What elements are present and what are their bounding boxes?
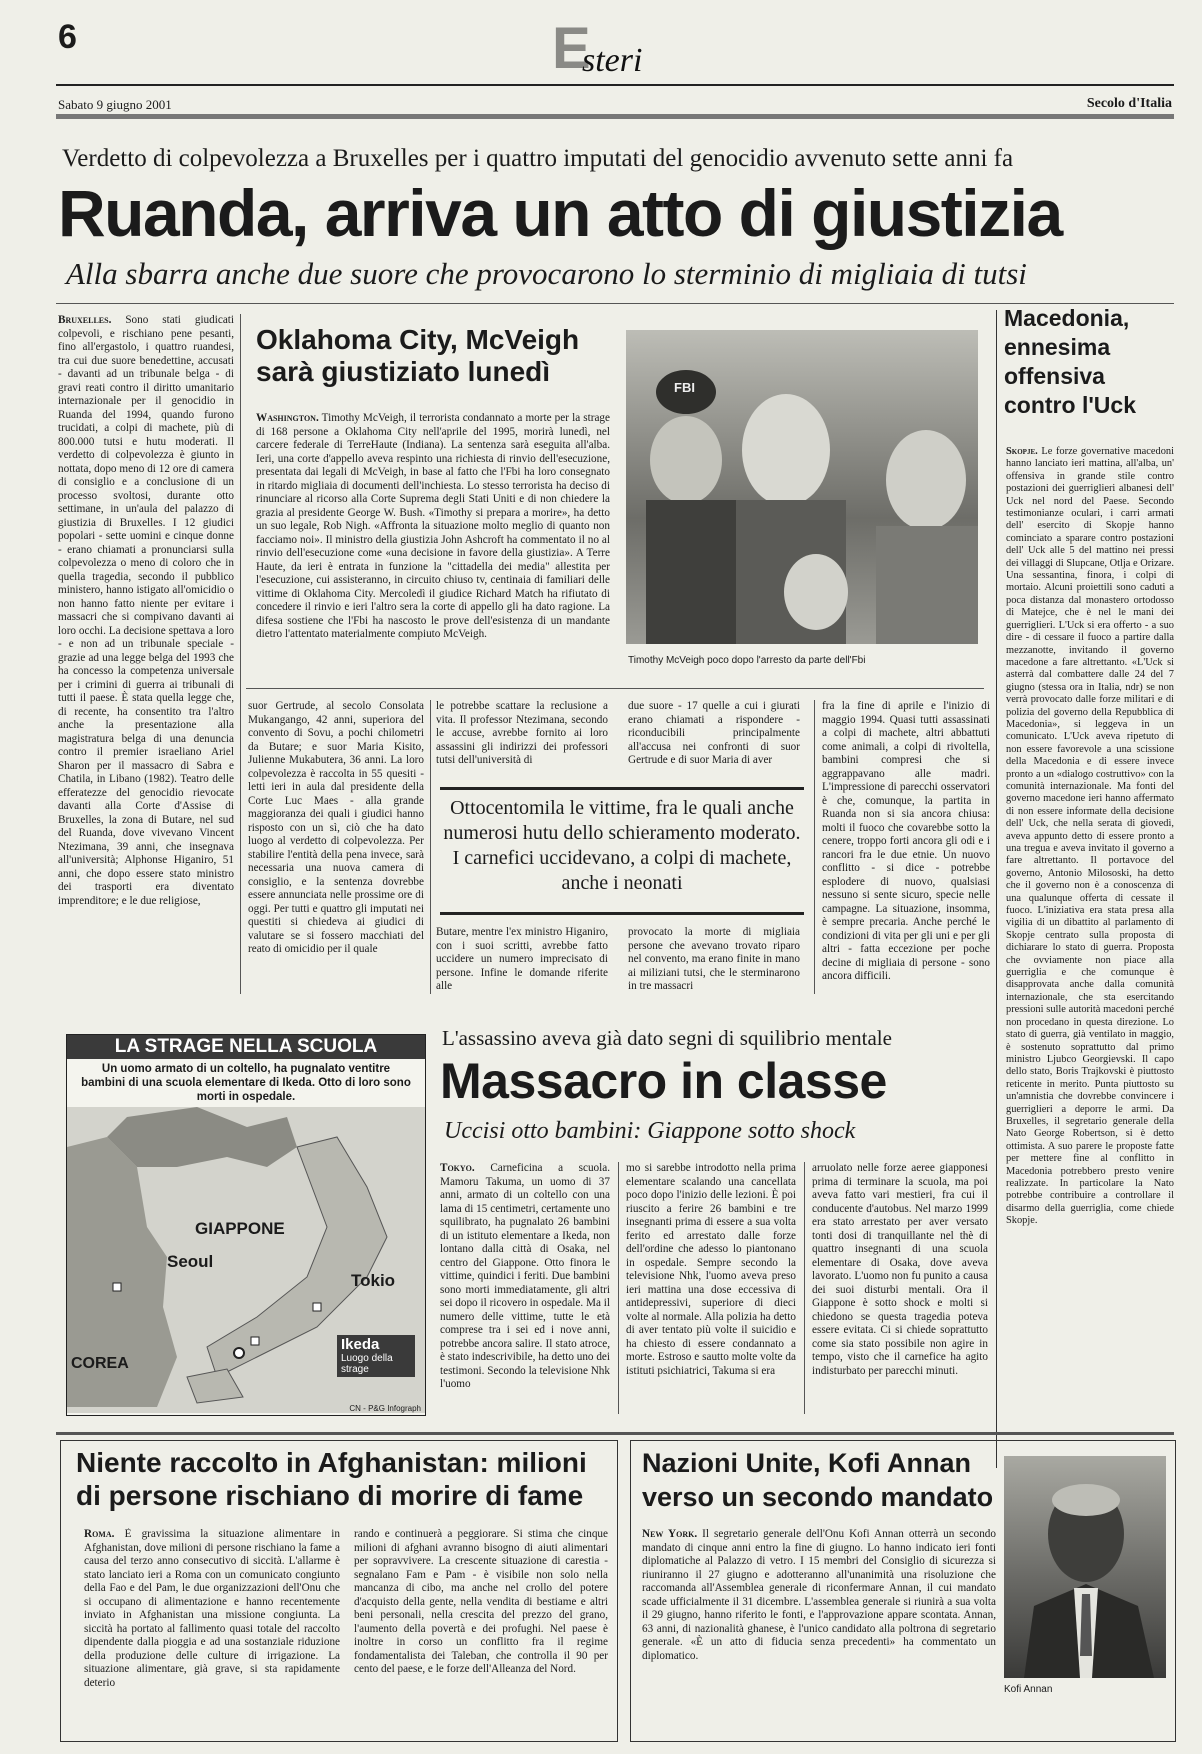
page-number: 6 — [58, 18, 77, 56]
oklahoma-dateline: Washington. — [256, 412, 319, 424]
main-article-col3b: Butare, mentre l'ex ministro Higaniro, con i suoi scritti, avrebbe fatto uccidere un numero imprecisato di persone. Infine le domande riferite alle — [436, 926, 608, 992]
issue-date: Sabato 9 giugno 2001 — [58, 97, 172, 112]
seoul-marker — [113, 1283, 121, 1291]
japan-dateline: Tokyo. — [440, 1162, 475, 1174]
oklahoma-headline: Oklahoma City, McVeigh sarà giustiziato lunedì — [256, 324, 580, 387]
annan-photo — [1004, 1456, 1166, 1678]
main-article-col4a: due suore - 17 quelle a cui i giurati erano chiamati a rispondere - riconducibili principalmente all'accusa nei confronti di suor Gertrude e di suor Maria di aver — [628, 700, 800, 766]
map-box — [66, 1034, 426, 1416]
main-article-col5: fra la fine di aprile e l'inizio di maggio 1994. Quasi tutti assassinati a colpi di machete, altri abbattuti come animali, a colpi di rivoltella, bambini compresi che si aggrappavano alle madri. L'impressione di parecchi osservatori è che, comunque, la partita in Ruanda non si sia ancora chiusa: molti il fuoco che covarebbe sotto la cenere, troppo forti ancora gli odi e i rancori fra le due etnie. Un nuovo conflitto - si dice - potrebbe esplodere di nuovo, qualsiasi nessuno si sente sicuro, specie nelle campagne. La situazione, insomma, è sempre precaria. Anche perché le condizioni di vita per gli uni e per gli altri - fatta eccezione per poche decine di migliaia di persone - sono ancora difficili. — [822, 700, 990, 982]
map-credit: CN - P&G Infograph — [349, 1404, 421, 1413]
annan-caption: Kofi Annan — [1004, 1684, 1053, 1695]
afghanistan-dateline: Roma. — [84, 1528, 115, 1540]
mcveigh-photo — [626, 330, 978, 644]
main-article-col3a: le potrebbe scattare la reclusione a vita. Il professor Ntezimana, secondo le accuse, avrebbe fornito ai loro assassini gli indirizzi dei professori tutsi dell'università di — [436, 700, 608, 766]
macedonia-headline: Macedonia, ennesima offensiva contro l'Uck — [1004, 305, 1136, 418]
annan-headline: Nazioni Unite, Kofi Annan verso un secondo mandato — [642, 1448, 994, 1512]
japan-subhead: Uccisi otto bambini: Giappone sotto shock — [444, 1118, 856, 1144]
pull-quote: Ottocentomila le vittime, fra le quali anche numerosi hutu dello schieramento moderato. I carnefici uccidevano, a colpi di machete, anche i neonati — [443, 797, 801, 894]
japan-article-col2: mo si sarebbe introdotto nella prima elementare scalando una cancellata poco dopo l'inizio delle lezioni. È poi riuscito a ferire 26 bambini e tre insegnanti prima di essere a sua volta ferito ed arrestato dalle forze dell'ordine che adesso lo piantonano in ospedale. Sempre secondo la televisione Nhk, l'uomo aveva preso ieri mattina una dose eccessiva di antidepressivi, superiore di dieci volte al normale. Alla polizia ha detto di aver tentato più volte il suicidio e ha chiesto di essere condannato a morte. Estroso e sautto molte volte da istituti psichiatrici, Takuma si era — [626, 1162, 796, 1377]
fbi-cap-badge: FBI — [674, 380, 695, 395]
oklahoma-article: Washington. Timothy McVeigh, il terrorista condannato a morte per la strage di 168 persone a Oklahoma City nell'aprile del 1995, morirà lunedì, nel carcere federale di TerreHaute (Indiana). La sentenza sarà eseguita all'alba. Ieri, una corte d'appello aveva respinto una richiesta di rinvio dell'esecuzione, presentata dai legali di McVeigh, in base al fatto che l'Fbi ha loro consegnato in ritardo migliaia di documenti dell'inchiesta. Lo stesso terrorista ha deciso di rinunciare al ricorso alla Corte Suprema degli Stati Uniti e di non chiedere la grazia al presidente George W. Bush. «Timothy si prepara a morire», ha detto un suo legale, Rob Nigh. «Affronta la situazione molto meglio di quanto non facciamo noi». Il ministro della giustizia John Ashcroft ha commentato il no al rinvio dell'esecuzione come «una decisione in favore della giustizia». A Terre Haute, da ieri è entrata in funzione la "cittadella dei media" allestita per l'esecuzione, cui assisteranno, in circuito chiuso tv, centinaia di familiari delle vittime di Oklahoma City. Mercoledì il giudice Richard Match ha rifiutato di concedere il rinvio e ieri l'altro sera la corte di appello gli ha dato ragione. La difesa sostiene che l'Fbi ha nascosto le prove dell'esistenza di un mandante dietro l'attentato materialmente compiuto McVeigh. — [256, 412, 610, 640]
mcveigh-caption: Timothy McVeigh poco dopo l'arresto da parte dell'Fbi — [628, 655, 866, 666]
main-subhead: Alla sbarra anche due suore che provocarono lo sterminio di migliaia di tutsi — [66, 256, 1027, 291]
main-article-col2: suor Gertrude, al secolo Consolata Mukangango, 42 anni, superiora del convento di Sovu, a pochi chilometri da Butare; e suor Maria Kisito, Julienne Mukabutera, 36 anni. La loro colpevolezza è raccolta in 55 quesiti - letti ieri in aula dal presidente della Corte Luc Maes - alla grande maggioranza dei quali i giudici hanno risposto con un sì, ciò che ha dato luogo al verdetto di colpevolezza. Per stabilire l'entità della pena invece, sarà necessaria una nuova camera di consiglio, e la sentenza dovrebbe essere annunciata nelle prossime ore di oggi. Per tutti e quattro gli imputati nei questiti si chiedeva ai giudici di valutare se si fossero macchiati del reato di omicidio per il quale — [248, 700, 424, 955]
map-subtitle: Un uomo armato di un coltello, ha pugnalato ventitre bambini di una scuola elementare di Ikeda. Otto di loro sono morti in ospedale. — [81, 1063, 411, 1103]
tokio-marker — [313, 1303, 321, 1311]
map-title: LA STRAGE NELLA SCUOLA — [67, 1035, 425, 1059]
section-logo-letter: E — [552, 16, 591, 81]
afghanistan-article-col1: Roma. È gravissima la situazione alimentare in Afghanistan, dove milioni di persone rischiano la fame a causa del terzo anno consecutivo di siccità. L'allarme è stato lanciato ieri a Roma con un comunicato congiunto della Fao e del Pam, le due organizzazioni dell'Onu che si occupano di alimentazione e hanno recentemente inviato in Afghanistan una missione congiunta. La siccità ha portato al fallimento quasi totale del raccolto dipendente dalla pioggia e ad una sostanziale riduzione della produzione delle culture di irrigazione. La situazione alimentare, già grave, si sta rapidamente deterio — [84, 1528, 340, 1689]
annan-article: New York. Il segretario generale dell'Onu Kofi Annan otterrà un secondo mandato di cinque anni entro la fine di giugno. Lo hanno indicato ieri fonti diplomatiche al Palazzo di vetro. I 15 membri del Consiglio di sicurezza si riuniranno il 27 giugno e adotteranno all'unanimità una risoluzione che raccomanda all'Assemblea generale di riconfermare Annan, il cui mandato scade ufficialmente il 31 dicembre. L'assemblea generale si riunirà a sua volta il 29 giugno, hanno riferito le fonti, e l'approvazione appare scontata. Annan, 63 anni, di nazionalità ghanese, è l'unico candidato alla poltrona di segretario generale. «È un atto di fiducia senza precedenti» ha commentato un diplomatico. — [642, 1528, 996, 1662]
main-headline: Ruanda, arriva un atto di giustizia — [58, 176, 1062, 250]
main-kicker: Verdetto di colpevolezza a Bruxelles per i quattro imputati del genocidio avvenuto sette anni fa — [62, 145, 1014, 172]
map-label-corea: COREA — [71, 1355, 129, 1372]
osaka-marker — [251, 1337, 259, 1345]
japan-article-col3: arruolato nelle forze aeree giapponesi prima di terminare la scuola, ma poi aveva fatto vari mestieri, fra cui il conducente d'autobus. Nel marzo 1999 era stato arrestato per aver versato tonti dosi di tranquillante nel thè di quattro insegnanti di una scuola elementare di Osaka, dove aveva lavorato. L'uomo non fu punito a causa dei suoi disturbi mentali. Ora il Giappone è sotto shock e molti si chiedono se questa tragedia poteva essere evitata. Ci si chiede soprattutto come sia stato possibile non agire in tempo, visto che il carnefice ha agito indisturbato per parecchi minuti. — [812, 1162, 988, 1377]
map-label-giappone: GIAPPONE — [195, 1219, 285, 1238]
main-dateline: Bruxelles. — [58, 314, 112, 326]
main-article-col4b: provocato la morte di migliaia persone che avevano trovato riparo nel convento, ma erano finite in mano ai miliziani tutsi, che le sterminarono in tre massacri — [628, 926, 800, 992]
ikeda-marker — [234, 1348, 244, 1358]
macedonia-article: Skopje. Le forze governative macedoni hanno lanciato ieri mattina, all'alba, un' offensiva in grande stile contro postazioni dei guerriglieri albanesi dell' Uck nel nord del Paese. Secondo testimonianze oculari, i carri armati dell' esercito di Skopje hanno cominciato a sparare contro postazioni dell' Uck alle 5 del mattino nei pressi dei villaggi di Slupcane, Otlja e Orizare. Una sessantina, finora, i colpi di mortaio. Alcuni proiettili sono caduti a poca distanza dal monastero ortodosso di Matejce, che è nel le mani dei guerriglieri. L'Uck si era offerto - a suo dire - di cessare il fuoco a partire dalla mezzanotte, invitando il governo macedone a fare altrettanto. «L'Uck si asterrà dal combattere dalle 24 del 7 giugno (stessa ora in Italia, ndr) se non verrà provocato dalle forze militari e di polizia del governo della Repubblica di Macedonia», si leggeva in un comunicato. L'Uck aveva ripetuto di non essere favorevole a una scissione della Macedonia e di essere invece pronto a un «dialogo costruttivo» con la comunità internazionale. Ma fonti del governo macedone ieri hanno affermato di non essere informate della decisione dell' Uck, che nella serata di giovedì, aveva appunto detto di essere pronto a una tregua e aveva invitato il governo a fare altrettanto. Il portavoce del governo, Antonio Milososki, ha detto che il governo non è a conoscenza di una qualunque offerta di cessate il fuoco. L'iniziativa era stata presa alla vigilia di un dibattito al parlamento di Skopje centrato sulla proposta di dichiarare lo stato di guerra. Proposta che ovviamente non piace alla guerriglia e che comunque è disapprovata anche dalla comunità internazionale, che sta esercitando pressioni sulle autorità macedoni perché non procedano in questa direzione. Lo stato di guerra, già ventilato in maggio, è sostenuto soprattutto dal primo ministro Ljubco Georgievski. Il capo dello stato, Boris Trajkovski è piuttosto reticente in merito. Punta piuttosto su un'amnistia che dovrebbe convincere i guerriglieri a deporre le armi. Da Bruxelles, il segretario generale della Nato George Robertson, si è detto ottimista. A suo parere le proposte fatte per mettere fine al conflitto in Macedonia potrebbero presto venire realizzate. In particolare la Nato potrebbe contribuire a controllare il disarmo della guerriglia, come chiede Skopje. — [1006, 446, 1174, 1227]
afghanistan-headline: Niente raccolto in Afghanistan: milioni di persone rischiano di morire di fame — [76, 1447, 587, 1511]
afghanistan-article-col2: rando e continuerà a peggiorare. Si stima che cinque milioni di afghani avranno bisogno di aiuti alimentari per sopravvivere. La crescente situazione di carestia - segnalano Fam e Pam - è visibile non solo nella mancanza di cibo, ma anche nel crollo del potere d'acquisto della gente, nella vendita di bestiame e altri beni personali, nella crescita del prezzo del grano, l'aumento della povertà e dei profughi. Nel paese è inoltre in corso un conflitto fra il regime fondamentalista dei Taleban, che controlla il 90 per cento del paese, e le forze dell'Alleanza del Nord. — [354, 1528, 608, 1675]
main-article-col1: Bruxelles. Sono stati giudicati colpevoli, e rischiano pene pesanti, fino all'ergastolo, i quattro ruandesi, tra cui due suore benedettine, accusati - davanti ad un tribunale belga - di gravi reati contro il diritto umanitario internazionale per il genocidio in Ruanda del 1994, quando furono trucidati, a colpi di machete, più di 800.000 tutsi e hutu moderati. Il verdetto di colpevolezza è giunto in nottata, dopo meno di 12 ore di camera di consiglio e a conclusione di un processo svoltosi, durante otto settimane, in un'aula del palazzo di giustizia di Bruxelles. I 12 giudici popolari - sette uomini e cinque donne - erano chiamati a pronunciarsi sulla colpevolezza o meno di coloro che in quella tragedia, secondo il pubblico ministero, hanno istigato all'omicidio o non hanno fatto niente per evitare i massacri che si compivano davanti ai loro occhi. La decisione spettava a loro - e non ad un tribunale speciale - grazie ad una legge belga del 1993 che ha concesso la competenza universale per i crimini di guerra ai tribunali di tutti il paese. È stata quella legge che, di recente, ha consentito tra l'altro anche la presentazione alla magistratura belga di una denuncia contro il premier israeliano Ariel Sharon per il massacro di Sabra e Chatila, in Libano (1982). Teatro delle efferatezze del genocidio rievocate davanti alla Corte d'Assise di Bruxelles, la zona di Butare, nel sud del Ruanda, dove vivevano Vincent Ntezimana, 39 anni, che insegnava all'università; Alphonse Higaniro, 51 anni, che dopo essere stato ministro dei trasporti era diventato imprenditore; e le due religiose, — [58, 314, 234, 907]
map-label-ikeda: Ikeda Luogo della strage — [337, 1335, 415, 1377]
japan-headline: Massacro in classe — [440, 1053, 887, 1109]
macedonia-dateline: Skopje. — [1006, 446, 1038, 457]
section-logo-text: steri — [582, 42, 643, 79]
publication-name: Secolo d'Italia — [1086, 96, 1172, 111]
annan-dateline: New York. — [642, 1528, 698, 1540]
map-label-tokio: Tokio — [351, 1271, 396, 1290]
japan-kicker: L'assassino aveva già dato segni di squilibrio mentale — [442, 1026, 892, 1050]
section-logo — [552, 16, 692, 81]
map-label-seoul: Seoul — [167, 1252, 214, 1271]
japan-article-col1: Tokyo. Carneficina a scuola. Mamoru Takuma, un uomo di 37 anni, armato di un coltello con una lama di 15 centimetri, certamente uno squilibrato, ha pugnalato 26 bambini di un istituto elementare a Ikeda, non lontano dalla città di Osaka, nel centro del Giappone. Otto finora le vittime, quindici i feriti. Due bambini sono morti immediatamente, gli altri sei dopo il ricovero in ospedale. Ma il numero delle vittime, tutte le età comprese tra i sei ed i nove anni, potrebbe ancora salire. Il stato atroce, è stato indescrivibile, ha detto uno dei testimoni. Secondo la televisione Nhk l'uomo — [440, 1162, 610, 1390]
